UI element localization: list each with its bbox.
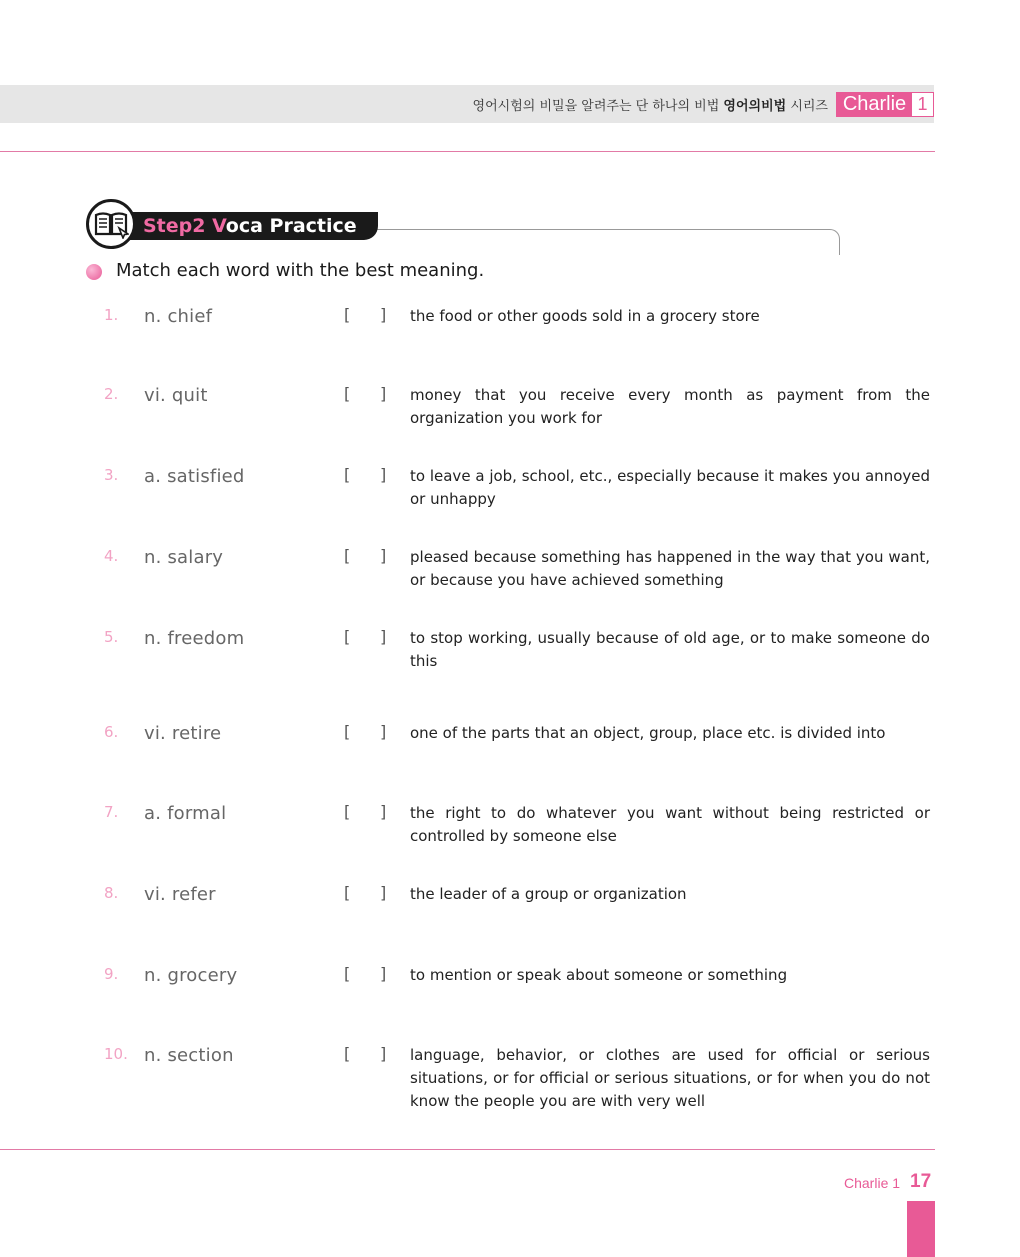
- answer-bracket-left[interactable]: [: [344, 1044, 351, 1063]
- item-word: vi. refer: [144, 884, 216, 905]
- answer-bracket-right[interactable]: ]: [380, 1044, 387, 1063]
- item-number: 1.: [104, 306, 119, 324]
- item-number: 3.: [104, 466, 119, 484]
- item-definition: to stop working, usually because of old age, or to make someone do this: [410, 629, 930, 670]
- answer-bracket-left[interactable]: [: [344, 802, 351, 821]
- series-title: [473, 95, 828, 114]
- top-divider: [0, 151, 935, 152]
- series-suffix: 시리즈: [786, 99, 828, 114]
- answer-bracket-left[interactable]: [: [344, 546, 351, 565]
- item-definition: the leader of a group or organization: [410, 885, 687, 903]
- answer-bracket-right[interactable]: ]: [380, 384, 387, 403]
- item-number: 8.: [104, 884, 119, 902]
- step-heading: [143, 214, 357, 238]
- answer-bracket-right[interactable]: ]: [380, 964, 387, 983]
- answer-bracket-left[interactable]: [: [344, 465, 351, 484]
- bottom-divider: [0, 1149, 935, 1150]
- item-word: vi. retire: [144, 723, 222, 744]
- item-word: n. chief: [144, 306, 213, 327]
- series-prefix: 영어시험의 비밀을 알려주는 단 하나의 비법: [472, 99, 724, 114]
- page-number: 17: [910, 1171, 932, 1192]
- item-word: vi. quit: [144, 385, 208, 406]
- item-number: 10.: [104, 1045, 128, 1063]
- item-word: a. formal: [144, 803, 227, 824]
- item-definition: the food or other goods sold in a grocery store: [410, 307, 760, 325]
- item-definition: language, behavior, or clothes are used for official or serious situations, or for official or serious situations, or for when you do not know the people you are with very well: [410, 1046, 930, 1110]
- item-definition: to mention or speak about someone or something: [410, 966, 788, 984]
- item-number: 9.: [104, 965, 119, 983]
- answer-bracket-right[interactable]: ]: [380, 546, 387, 565]
- answer-bracket-right[interactable]: ]: [380, 722, 387, 741]
- brand-badge: [836, 92, 934, 117]
- item-definition: money that you receive every month as payment from the organization you work for: [410, 386, 930, 427]
- brand-name: Charlie: [837, 93, 912, 116]
- item-definition: to leave a job, school, etc., especially because it makes you annoyed or unhappy: [410, 467, 930, 508]
- answer-bracket-left[interactable]: [: [344, 722, 351, 741]
- footer-brand: Charlie 1: [844, 1175, 901, 1191]
- answer-bracket-right[interactable]: ]: [380, 305, 387, 324]
- item-definition: one of the parts that an object, group, place etc. is divided into: [410, 724, 886, 742]
- item-word: n. salary: [144, 547, 224, 568]
- item-word: a. satisfied: [144, 466, 245, 487]
- brand-number: 1: [917, 94, 928, 114]
- item-number: 6.: [104, 723, 119, 741]
- answer-bracket-left[interactable]: [: [344, 883, 351, 902]
- item-word: n. grocery: [144, 965, 238, 986]
- item-number: 2.: [104, 385, 119, 403]
- instruction-text: Match each word with the best meaning.: [116, 260, 485, 281]
- answer-bracket-right[interactable]: ]: [380, 883, 387, 902]
- item-word: n. freedom: [144, 628, 245, 649]
- step-number: Step2: [143, 215, 206, 237]
- item-number: 4.: [104, 547, 119, 565]
- step-title-initial: V: [212, 215, 226, 237]
- answer-bracket-right[interactable]: ]: [380, 465, 387, 484]
- answer-bracket-right[interactable]: ]: [380, 802, 387, 821]
- answer-bracket-left[interactable]: [: [344, 964, 351, 983]
- item-number: 7.: [104, 803, 119, 821]
- page-tab-marker: [907, 1201, 935, 1257]
- step-heading-line: [370, 229, 840, 255]
- series-bold: 영어의비법: [723, 99, 787, 114]
- answer-bracket-left[interactable]: [: [344, 305, 351, 324]
- instruction-bullet: [86, 264, 102, 280]
- item-word: n. section: [144, 1045, 234, 1066]
- item-definition: the right to do whatever you want without being restricted or controlled by someone else: [410, 804, 930, 845]
- item-number: 5.: [104, 628, 119, 646]
- answer-bracket-left[interactable]: [: [344, 384, 351, 403]
- answer-bracket-left[interactable]: [: [344, 627, 351, 646]
- step-title-rest: oca Practice: [225, 215, 357, 237]
- open-book-icon: [86, 199, 136, 249]
- answer-bracket-right[interactable]: ]: [380, 627, 387, 646]
- item-definition: pleased because something has happened in the way that you want, or because you have achieved something: [410, 548, 930, 589]
